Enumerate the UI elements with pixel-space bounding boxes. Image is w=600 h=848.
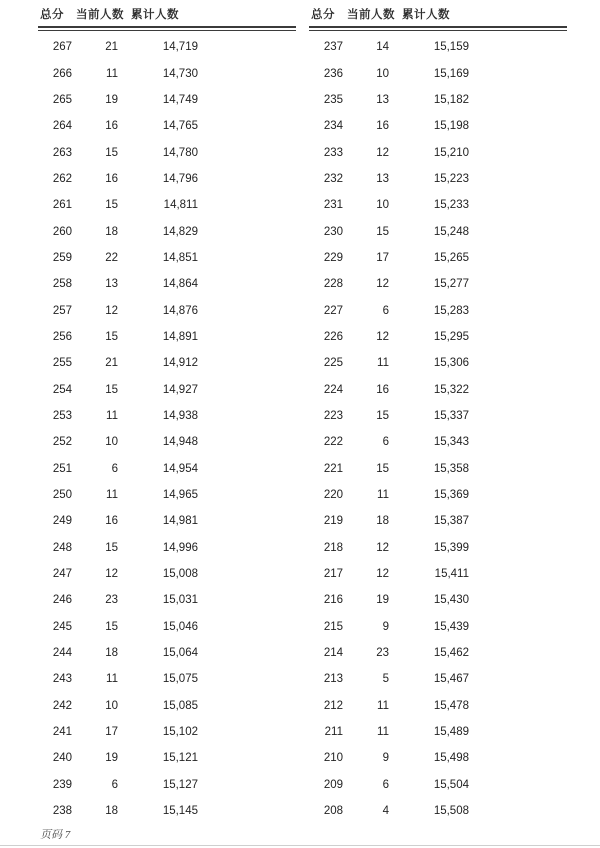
cumulative-count-cell: 15,182	[433, 93, 469, 106]
total-score-cell: 233	[323, 146, 343, 159]
cumulative-count-cell: 15,399	[433, 541, 469, 554]
cumulative-count-cell: 14,719	[162, 41, 198, 54]
current-count-cell: 11	[377, 357, 389, 370]
cumulative-count-cell: 15,295	[433, 330, 469, 343]
total-score-cell: 252	[52, 436, 72, 449]
table-row	[38, 60, 296, 86]
table-row	[309, 772, 567, 798]
cumulative-count-cell: 14,948	[162, 436, 198, 449]
current-count-cell: 12	[376, 541, 389, 554]
total-score-cell: 215	[323, 620, 343, 633]
bottom-divider	[0, 845, 600, 846]
cumulative-count-cell: 15,075	[162, 673, 198, 686]
table-row	[309, 297, 567, 323]
current-count-cell: 6	[382, 778, 389, 791]
cumulative-count-cell: 15,387	[433, 515, 469, 528]
cumulative-count-cell: 14,912	[162, 357, 198, 370]
cumulative-count-cell: 15,145	[162, 805, 198, 818]
table-row	[309, 324, 567, 350]
cumulative-count-cell: 14,891	[162, 330, 198, 343]
header-double-rule	[309, 26, 567, 31]
table-row	[309, 719, 567, 745]
table-row	[309, 403, 567, 429]
table-row	[38, 508, 296, 534]
cumulative-count-cell: 14,851	[162, 251, 198, 264]
table-row	[38, 34, 296, 60]
table-row	[309, 139, 567, 165]
cumulative-count-cell: 15,248	[433, 225, 469, 238]
total-score-cell: 213	[323, 673, 343, 686]
current-count-cell: 17	[376, 251, 389, 264]
table-row	[309, 166, 567, 192]
cumulative-count-cell: 15,121	[162, 752, 198, 765]
table-row	[309, 640, 567, 666]
table-row	[38, 693, 296, 719]
table-row	[38, 297, 296, 323]
current-count-cell: 9	[382, 752, 389, 765]
table-row	[38, 429, 296, 455]
total-score-cell: 264	[52, 120, 72, 133]
table-header-row	[38, 8, 296, 22]
table-row	[309, 456, 567, 482]
current-count-cell: 15	[105, 146, 118, 159]
total-score-cell: 236	[323, 67, 343, 80]
table-row	[309, 192, 567, 218]
total-score-cell: 239	[52, 778, 72, 791]
column-header-total-score: 总分	[311, 9, 335, 21]
total-score-cell: 256	[52, 330, 72, 343]
cumulative-count-cell: 14,965	[162, 489, 198, 502]
cumulative-count-cell: 15,462	[433, 647, 469, 660]
table-row	[309, 535, 567, 561]
total-score-cell: 265	[52, 93, 72, 106]
total-score-cell: 220	[323, 489, 343, 502]
total-score-cell: 226	[323, 330, 343, 343]
total-score-cell: 210	[323, 752, 343, 765]
table-row	[38, 640, 296, 666]
column-header-cumulative-count: 累计人数	[131, 9, 179, 21]
current-count-cell: 12	[376, 330, 389, 343]
total-score-cell: 266	[52, 67, 72, 80]
cumulative-count-cell: 15,198	[433, 120, 469, 133]
total-score-cell: 243	[52, 673, 72, 686]
cumulative-count-cell: 14,796	[162, 172, 198, 185]
total-score-cell: 221	[323, 462, 343, 475]
cumulative-count-cell: 14,749	[162, 93, 198, 106]
current-count-cell: 11	[106, 67, 118, 80]
total-score-cell: 214	[323, 647, 343, 660]
total-score-cell: 211	[324, 726, 343, 739]
current-count-cell: 15	[105, 330, 118, 343]
cumulative-count-cell: 14,829	[162, 225, 198, 238]
current-count-cell: 15	[105, 541, 118, 554]
current-count-cell: 16	[105, 515, 118, 528]
table-row	[38, 376, 296, 402]
table-row	[309, 482, 567, 508]
current-count-cell: 19	[105, 752, 118, 765]
total-score-cell: 227	[323, 304, 343, 317]
table-row	[38, 166, 296, 192]
total-score-cell: 261	[52, 199, 72, 212]
table-row	[38, 772, 296, 798]
table-row	[38, 192, 296, 218]
total-score-cell: 219	[323, 515, 343, 528]
table-row	[38, 614, 296, 640]
total-score-cell: 237	[323, 41, 343, 54]
table-row	[38, 456, 296, 482]
cumulative-count-cell: 15,478	[433, 699, 469, 712]
current-count-cell: 21	[105, 357, 118, 370]
table-row	[38, 561, 296, 587]
cumulative-count-cell: 15,008	[162, 568, 198, 581]
score-table-right	[309, 8, 567, 824]
total-score-cell: 267	[52, 41, 72, 54]
cumulative-count-cell: 15,277	[433, 278, 469, 291]
cumulative-count-cell: 14,864	[162, 278, 198, 291]
table-row	[38, 798, 296, 824]
total-score-cell: 244	[52, 647, 72, 660]
current-count-cell: 12	[376, 278, 389, 291]
cumulative-count-cell: 15,322	[433, 383, 469, 396]
table-row	[38, 271, 296, 297]
current-count-cell: 14	[376, 41, 389, 54]
current-count-cell: 15	[376, 409, 389, 422]
table-row	[309, 60, 567, 86]
current-count-cell: 13	[376, 93, 389, 106]
cumulative-count-cell: 15,306	[433, 357, 469, 370]
total-score-cell: 238	[52, 805, 72, 818]
cumulative-count-cell: 15,031	[162, 594, 198, 607]
current-count-cell: 16	[376, 120, 389, 133]
table-row	[38, 87, 296, 113]
total-score-cell: 249	[52, 515, 72, 528]
table-row	[309, 798, 567, 824]
current-count-cell: 11	[106, 673, 118, 686]
total-score-cell: 229	[323, 251, 343, 264]
current-count-cell: 12	[376, 146, 389, 159]
total-score-cell: 255	[52, 357, 72, 370]
current-count-cell: 23	[105, 594, 118, 607]
total-score-cell: 232	[323, 172, 343, 185]
current-count-cell: 11	[106, 409, 118, 422]
total-score-cell: 257	[52, 304, 72, 317]
table-row	[309, 245, 567, 271]
current-count-cell: 10	[105, 436, 118, 449]
total-score-cell: 240	[52, 752, 72, 765]
cumulative-count-cell: 14,876	[162, 304, 198, 317]
total-score-cell: 225	[323, 357, 343, 370]
current-count-cell: 22	[105, 251, 118, 264]
cumulative-count-cell: 15,358	[433, 462, 469, 475]
current-count-cell: 12	[105, 304, 118, 317]
total-score-cell: 234	[323, 120, 343, 133]
header-double-rule	[38, 26, 296, 31]
table-row	[309, 587, 567, 613]
table-row	[38, 666, 296, 692]
current-count-cell: 15	[376, 225, 389, 238]
current-count-cell: 18	[376, 515, 389, 528]
table-row	[309, 87, 567, 113]
cumulative-count-cell: 15,439	[433, 620, 469, 633]
total-score-cell: 259	[52, 251, 72, 264]
total-score-cell: 251	[52, 462, 72, 475]
current-count-cell: 23	[376, 647, 389, 660]
total-score-cell: 263	[52, 146, 72, 159]
cumulative-count-cell: 15,343	[433, 436, 469, 449]
table-row	[38, 113, 296, 139]
cumulative-count-cell: 15,127	[162, 778, 198, 791]
current-count-cell: 9	[382, 620, 389, 633]
column-header-current-count: 当前人数	[76, 9, 124, 21]
table-header-row	[309, 8, 567, 22]
cumulative-count-cell: 15,210	[433, 146, 469, 159]
total-score-cell: 230	[323, 225, 343, 238]
table-row	[38, 482, 296, 508]
current-count-cell: 11	[377, 489, 389, 502]
table-row	[309, 271, 567, 297]
total-score-cell: 231	[323, 199, 343, 212]
cumulative-count-cell: 14,954	[162, 462, 198, 475]
total-score-cell: 241	[52, 726, 72, 739]
table-body	[309, 34, 567, 824]
cumulative-count-cell: 14,996	[162, 541, 198, 554]
total-score-cell: 217	[323, 568, 343, 581]
table-row	[38, 139, 296, 165]
total-score-cell: 218	[323, 541, 343, 554]
current-count-cell: 21	[105, 41, 118, 54]
cumulative-count-cell: 15,169	[433, 67, 469, 80]
current-count-cell: 15	[105, 199, 118, 212]
total-score-cell: 209	[323, 778, 343, 791]
cumulative-count-cell: 14,927	[162, 383, 198, 396]
cumulative-count-cell: 14,765	[162, 120, 198, 133]
current-count-cell: 12	[376, 568, 389, 581]
current-count-cell: 5	[382, 673, 389, 686]
cumulative-count-cell: 15,411	[434, 568, 469, 581]
table-row	[309, 113, 567, 139]
current-count-cell: 6	[111, 462, 118, 475]
table-row	[38, 719, 296, 745]
total-score-cell: 224	[323, 383, 343, 396]
total-score-cell: 253	[52, 409, 72, 422]
cumulative-count-cell: 14,938	[162, 409, 198, 422]
score-table-left	[38, 8, 296, 824]
cumulative-count-cell: 15,504	[433, 778, 469, 791]
column-header-cumulative-count: 累计人数	[402, 9, 450, 21]
cumulative-count-cell: 14,780	[162, 146, 198, 159]
current-count-cell: 10	[376, 67, 389, 80]
cumulative-count-cell: 14,730	[162, 67, 198, 80]
total-score-cell: 246	[52, 594, 72, 607]
cumulative-count-cell: 15,223	[433, 172, 469, 185]
current-count-cell: 17	[105, 726, 118, 739]
table-row	[309, 561, 567, 587]
table-row	[38, 745, 296, 771]
current-count-cell: 18	[105, 225, 118, 238]
current-count-cell: 10	[376, 199, 389, 212]
total-score-cell: 222	[323, 436, 343, 449]
cumulative-count-cell: 15,508	[433, 805, 469, 818]
table-row	[309, 508, 567, 534]
table-row	[38, 218, 296, 244]
current-count-cell: 11	[377, 726, 389, 739]
total-score-cell: 258	[52, 278, 72, 291]
table-row	[309, 218, 567, 244]
current-count-cell: 13	[376, 172, 389, 185]
current-count-cell: 16	[105, 120, 118, 133]
cumulative-count-cell: 15,102	[162, 726, 198, 739]
table-row	[309, 745, 567, 771]
cumulative-count-cell: 15,265	[433, 251, 469, 264]
total-score-cell: 250	[52, 489, 72, 502]
total-score-cell: 245	[52, 620, 72, 633]
cumulative-count-cell: 15,369	[433, 489, 469, 502]
current-count-cell: 13	[105, 278, 118, 291]
current-count-cell: 10	[105, 699, 118, 712]
total-score-cell: 228	[323, 278, 343, 291]
table-body	[38, 34, 296, 824]
table-row	[309, 429, 567, 455]
cumulative-count-cell: 15,283	[433, 304, 469, 317]
cumulative-count-cell: 15,337	[433, 409, 469, 422]
table-row	[309, 666, 567, 692]
current-count-cell: 4	[382, 805, 389, 818]
table-row	[38, 245, 296, 271]
cumulative-count-cell: 15,064	[162, 647, 198, 660]
current-count-cell: 6	[382, 436, 389, 449]
column-header-total-score: 总分	[40, 9, 64, 21]
total-score-cell: 212	[323, 699, 343, 712]
current-count-cell: 16	[105, 172, 118, 185]
table-row	[38, 587, 296, 613]
table-row	[309, 614, 567, 640]
current-count-cell: 19	[376, 594, 389, 607]
table-row	[309, 350, 567, 376]
table-row	[309, 376, 567, 402]
total-score-cell: 248	[52, 541, 72, 554]
current-count-cell: 15	[105, 620, 118, 633]
total-score-cell: 262	[52, 172, 72, 185]
table-row	[309, 693, 567, 719]
current-count-cell: 15	[376, 462, 389, 475]
cumulative-count-cell: 15,159	[433, 41, 469, 54]
current-count-cell: 19	[105, 93, 118, 106]
total-score-cell: 242	[52, 699, 72, 712]
cumulative-count-cell: 15,498	[433, 752, 469, 765]
current-count-cell: 12	[105, 568, 118, 581]
table-row	[38, 403, 296, 429]
cumulative-count-cell: 14,811	[163, 199, 198, 212]
page-number: 页码 7	[40, 829, 71, 841]
cumulative-count-cell: 14,981	[162, 515, 198, 528]
table-row	[38, 324, 296, 350]
cumulative-count-cell: 15,489	[433, 726, 469, 739]
cumulative-count-cell: 15,046	[162, 620, 198, 633]
total-score-cell: 208	[323, 805, 343, 818]
column-header-current-count: 当前人数	[347, 9, 395, 21]
current-count-cell: 16	[376, 383, 389, 396]
current-count-cell: 6	[382, 304, 389, 317]
cumulative-count-cell: 15,085	[162, 699, 198, 712]
current-count-cell: 15	[105, 383, 118, 396]
current-count-cell: 18	[105, 647, 118, 660]
total-score-cell: 235	[323, 93, 343, 106]
current-count-cell: 11	[106, 489, 118, 502]
total-score-cell: 254	[52, 383, 72, 396]
total-score-cell: 260	[52, 225, 72, 238]
current-count-cell: 18	[105, 805, 118, 818]
cumulative-count-cell: 15,233	[433, 199, 469, 212]
table-row	[38, 535, 296, 561]
cumulative-count-cell: 15,430	[433, 594, 469, 607]
total-score-cell: 223	[323, 409, 343, 422]
total-score-cell: 247	[52, 568, 72, 581]
current-count-cell: 11	[377, 699, 389, 712]
current-count-cell: 6	[111, 778, 118, 791]
total-score-cell: 216	[323, 594, 343, 607]
table-row	[38, 350, 296, 376]
table-row	[309, 34, 567, 60]
cumulative-count-cell: 15,467	[433, 673, 469, 686]
